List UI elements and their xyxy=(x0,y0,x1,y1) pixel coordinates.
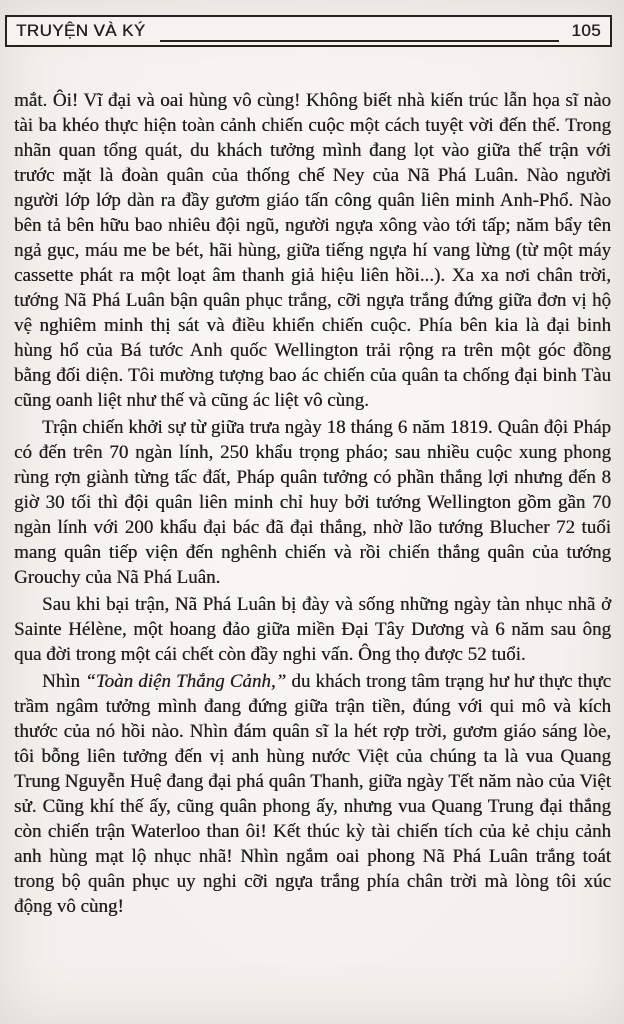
page-number: 105 xyxy=(571,21,601,40)
text-segment: Nhìn xyxy=(42,671,86,692)
text-segment: mắt. Ôi! Vĩ đại và oai hùng vô cùng! Không biết nhà kiến trúc lẫn họa sĩ nào tài ba khéo thực hiện toàn cảnh chiến cuộc một cách tuyệt vời đến thế. Trong nhãn quan tổng quát, du khách tưởng mình đang lọt vào giữa thế trận với trước mặt là đoàn quân của thống chế Ney của Nã Phá Luân. Nào người người lớp lớp dàn ra đầy gươm giáo tấn công quân liên minh Anh-Phổ. Nào bên tả bên hữu bao nhiêu đội ngũ, người ngựa xông vào tới tấp; năm bẩy tên ngả gục, máu me be bét, hãi hùng, giữa tiếng ngựa hí vang lừng (từ một máy cassette phát ra một loạt âm thanh giả hiệu liên hồi...). Xa xa nơi chân trời, tướng Nã Phá Luân bận quân phục trắng, cỡi ngựa trắng đứng giữa đơn vị hộ vệ nghiêm minh thị sát và điều khiển chiến cuộc. Phía bên kia là đại binh hùng hổ của Bá tước Anh quốc Wellington trải rộng ra trên một góc đồng bằng đối diện. Tôi mường tượng bao ác chiến của quân ta chống đại binh Tàu cũng oanh liệt như thế và cũng ác liệt vô cùng. xyxy=(14,90,611,411)
text-segment: du khách trong tâm trạng hư hư thực thực trầm ngâm tưởng mình đang đứng giữa trận tiền, đúng với qui mô và kích thước của nó hồi nào. Nhìn đám quân sĩ la hét rợp trời, gươm giáo sáng lòe, tôi bỗng liên tưởng đến vị anh hùng nước Việt của chúng ta là vua Quang Trung Nguyễn Huệ đang đại phá quân Thanh, giữa ngày Tết năm nào của Việt sử. Cũng khí thế ấy, cũng quân phong ấy, nhưng vua Quang Trung đại thắng còn chiến trận Waterloo than ôi! Kết thúc kỳ tài chiến tích của kẻ chịu cảnh anh hùng mạt lộ nhục nhã! Nhìn ngắm oai phong Nã Phá Luân trắng toát trong bộ quân phục uy nghi cỡi ngựa trắng phía chân trời mà lòng tôi xúc động vô cùng! xyxy=(14,671,611,917)
paragraph xyxy=(14,592,611,667)
paragraph xyxy=(14,415,611,590)
header-rule xyxy=(160,40,560,42)
italic-text-segment: “Toàn diện Thắng Cảnh,” xyxy=(85,671,287,692)
page-body xyxy=(14,88,611,921)
running-header xyxy=(5,15,612,47)
header-title: TRUYỆN VÀ KÝ xyxy=(16,21,146,40)
text-segment: Sau khi bại trận, Nã Phá Luân bị đày và sống những ngày tàn nhục nhã ở Sainte Hélène, một hoang đảo giữa miền Đại Tây Dương và 6 năm sau ông qua đời trong một cái chết còn đầy nghi vấn. Ông thọ được 52 tuổi. xyxy=(14,594,611,665)
text-segment: Trận chiến khởi sự từ giữa trưa ngày 18 tháng 6 năm 1819. Quân đội Pháp có đến trên 70 ngàn lính, 250 khẩu trọng pháo; sau nhiều cuộc xung phong rùng rợn giành từng tấc đất, Pháp quân tưởng có phần thắng lợi nhưng đến 8 giờ 30 tối thì đội quân liên minh chỉ huy bởi tướng Wellington gồm gần 70 ngàn lính với 200 khẩu đại bác đã đại thắng, nhờ lão tướng Blucher 72 tuổi mang quân tiếp viện đến nghênh chiến và rồi chiến thắng quân của tướng Grouchy của Nã Phá Luân. xyxy=(14,417,611,588)
paragraph xyxy=(14,88,611,413)
paragraph xyxy=(14,669,611,919)
